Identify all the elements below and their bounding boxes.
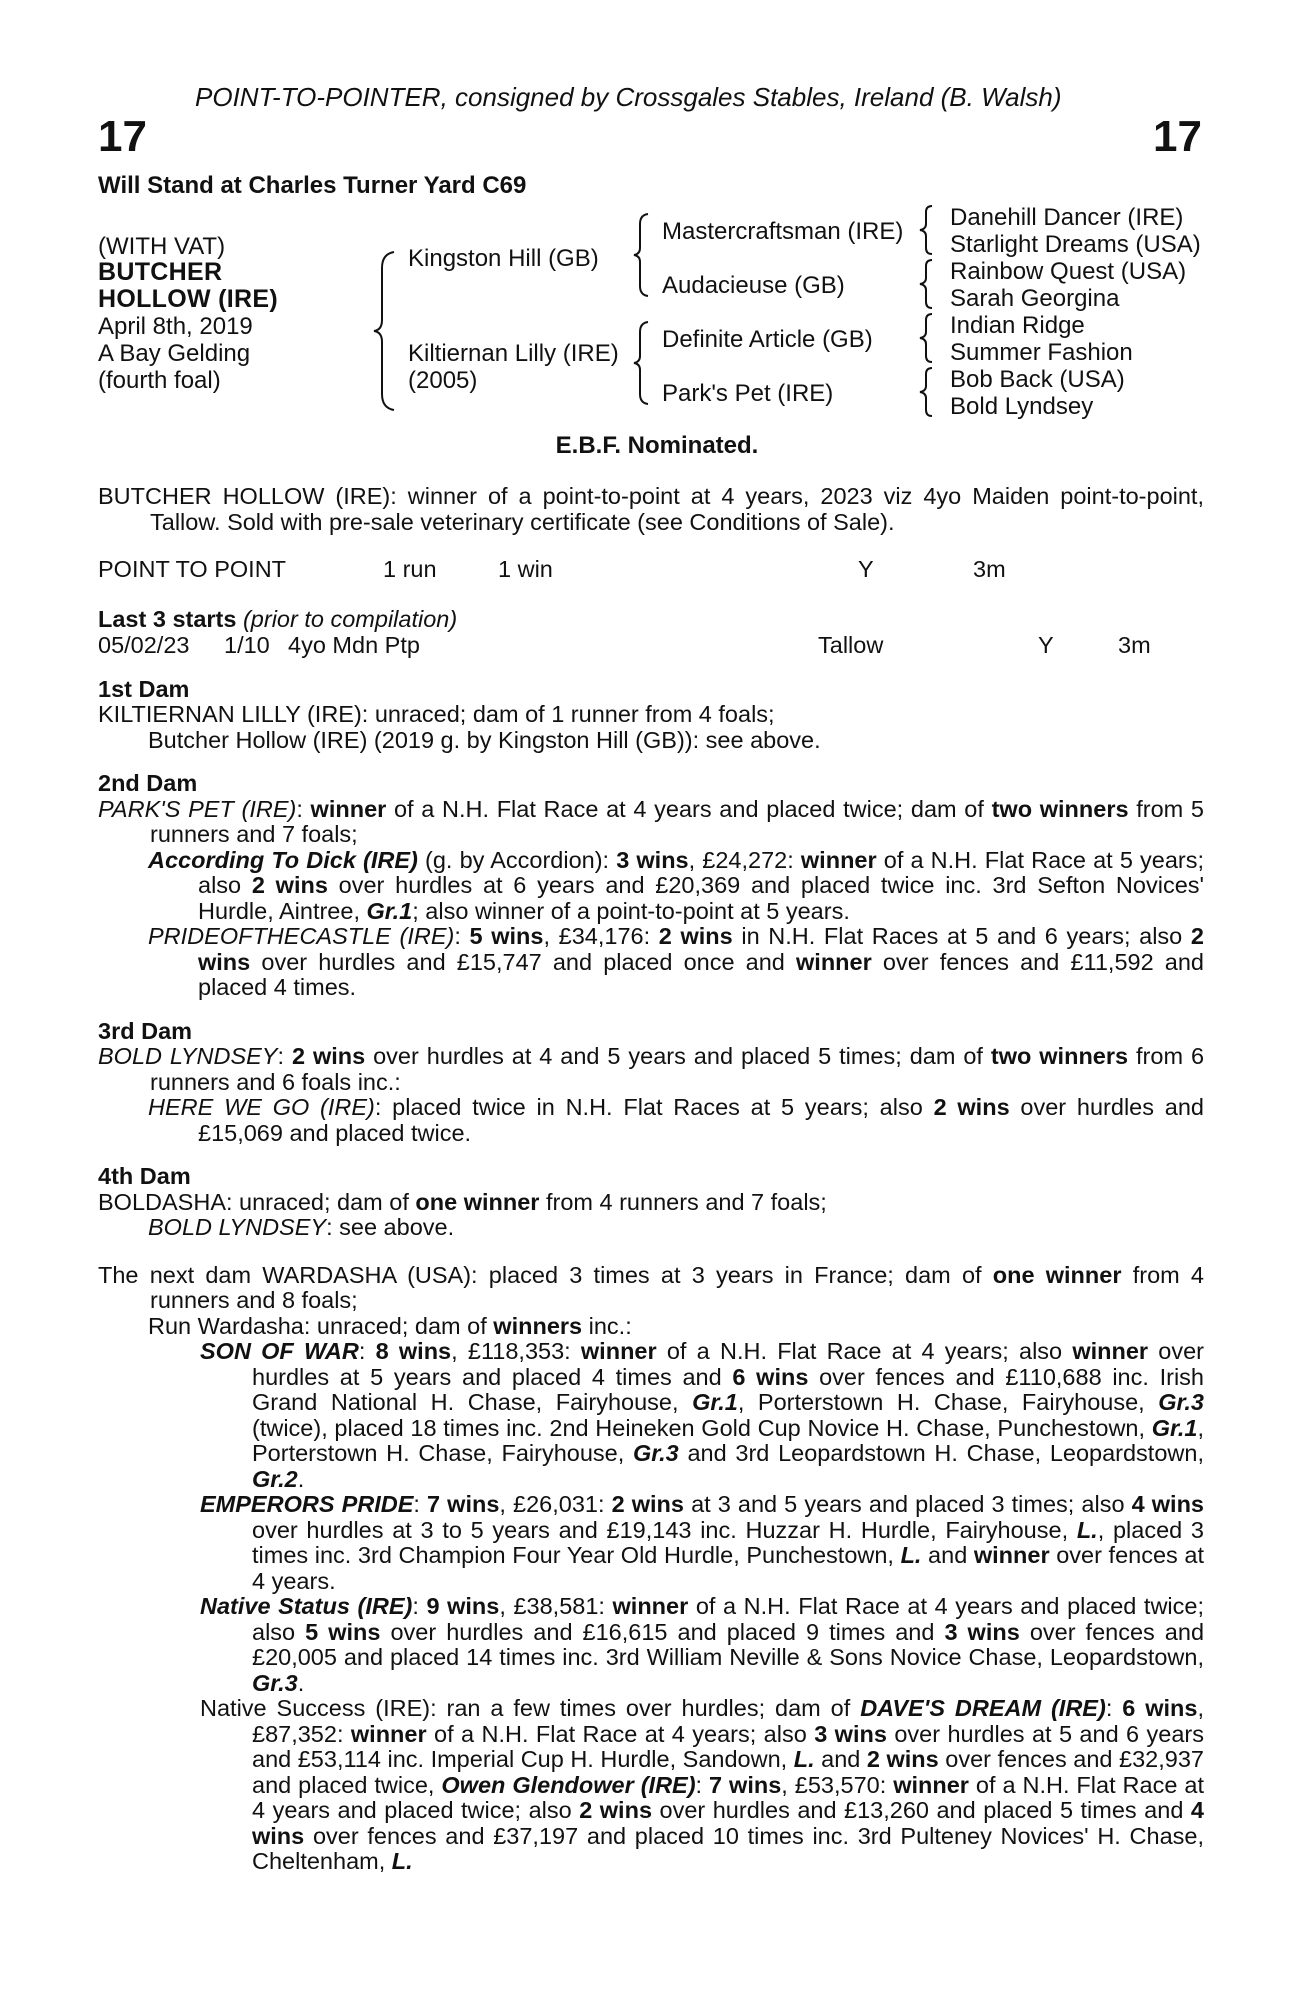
summary-paragraph: BUTCHER HOLLOW (IRE): winner of a point-to-point at 4 years, 2023 viz 4yo Maiden point-to-point, Tallow. Sold with pre-sale veterinary certificate (see Conditions of Sale).: [98, 483, 1204, 535]
dam3-paragraph: BOLD LYNDSEY: 2 wins over hurdles at 4 and 5 years and placed 5 times; dam of two winners from 6 runners and 6 foals inc.:: [98, 1043, 1205, 1095]
pedigree-ssd: Starlight Dreams (USA): [950, 231, 1201, 258]
horse-name-line2: HOLLOW (IRE): [98, 285, 278, 313]
pedigree-dam-dam: Park's Pet (IRE): [662, 380, 834, 407]
emperors-pride-entry: EMPERORS PRIDE: 7 wins, £26,031: 2 wins at 3 and 5 years and placed 3 times; also 4 wins over hurdles at 3 to 5 years and £19,143 inc. Huzzar H. Hurdle, Fairyhouse, L., placed 3 times inc. 3rd Champion Four Year Old Hurdle, Punchestown, L. and winner over fences at 4 years.: [200, 1491, 1204, 1594]
dam3-heading: 3rd Dam: [98, 1017, 193, 1044]
dam2-produce-2: PRIDEOFTHECASTLE (IRE): 5 wins, £34,176: 2 wins in N.H. Flat Races at 5 and 6 years; also 2 wins over hurdles and £15,747 and placed once and winner over fences and £11,592 and placed 4 times.: [148, 923, 1204, 1000]
next-dam-paragraph: The next dam WARDASHA (USA): placed 3 times at 3 years in France; dam of one winner from 4 runners and 8 foals;: [98, 1261, 1204, 1313]
pedigree-brace-main: [372, 250, 402, 412]
dam4-produce: BOLD LYNDSEY: see above.: [148, 1214, 455, 1240]
pedigree-brace-ss: [918, 204, 940, 256]
stand-location: Will Stand at Charles Turner Yard C69: [98, 172, 527, 199]
pedigree-brace-sd: [918, 258, 940, 310]
dam1-produce: Butcher Hollow (IRE) (2019 g. by Kingston Hill (GB)): see above.: [148, 726, 821, 753]
pedigree-brace-dam: [632, 320, 654, 406]
lot-number-left: 17: [98, 112, 147, 161]
start-race: 4yo Mdn Ptp: [288, 631, 420, 658]
pedigree-sdd: Sarah Georgina: [950, 285, 1120, 312]
record-distance: 3m: [973, 556, 1006, 582]
date-of-birth: April 8th, 2019: [98, 313, 253, 340]
record-wins: 1 win: [498, 556, 553, 582]
pedigree-dss: Indian Ridge: [950, 312, 1085, 339]
last-starts-title: Last 3 starts: [98, 606, 237, 632]
last-starts-note: (prior to compilation): [242, 606, 458, 632]
pedigree-dsd: Summer Fashion: [950, 339, 1133, 366]
dam1-paragraph: KILTIERNAN LILLY (IRE): unraced; dam of 1 runner from 4 foals;: [98, 701, 775, 727]
pedigree-brace-dd: [918, 366, 940, 418]
start-position: 1/10: [224, 631, 270, 658]
catalogue-body: [98, 484, 1204, 1875]
vat-note: (WITH VAT): [98, 233, 226, 260]
dam1-heading: 1st Dam: [98, 675, 190, 702]
start-distance: 3m: [1118, 631, 1151, 658]
lot-number-right: 17: [1153, 112, 1202, 161]
pedigree-brace-ds: [918, 312, 940, 364]
next-dam-produce: Run Wardasha: unraced; dam of winners inc.:: [148, 1312, 632, 1339]
native-success-entry: Native Success (IRE): ran a few times over hurdles; dam of DAVE'S DREAM (IRE): 6 wins, £87,352: winner of a N.H. Flat Race at 4 years; also 3 wins over hurdles at 5 and 6 years and £53,114 inc. Imperial Cup H. Hurdle, Sandown, L. and 2 wins over fences and £32,937 and placed twice, Owen Glendower (IRE): 7 wins, £53,570: winner of a N.H. Flat Race at 4 years and placed twice; also 2 wins over hurdles and £13,260 and placed 5 times and 4 wins over fences and £37,197 and placed 10 times inc. 3rd Pulteney Novices' H. Chase, Cheltenham, L.: [200, 1695, 1205, 1874]
start-date: 05/02/23: [98, 631, 190, 658]
pedigree-ddd: Bold Lyndsey: [950, 393, 1094, 420]
dam2-heading: 2nd Dam: [98, 770, 198, 796]
pedigree-brace-sire: [632, 212, 654, 298]
consignment-header: POINT-TO-POINTER, consigned by Crossgales Stables, Ireland (B. Walsh): [195, 82, 1062, 112]
last-start-row: [98, 633, 1204, 659]
start-going: Y: [1038, 631, 1054, 658]
start-course: Tallow: [818, 631, 884, 658]
dam3-produce: HERE WE GO (IRE): placed twice in N.H. Flat Races at 5 years; also 2 wins over hurdles and £15,069 and placed twice.: [148, 1094, 1204, 1146]
pedigree-sds: Rainbow Quest (USA): [950, 258, 1187, 285]
record-type: POINT TO POINT: [98, 556, 287, 582]
pedigree-sire-sire: Mastercraftsman (IRE): [662, 218, 904, 245]
pedigree-dam-year: (2005): [408, 367, 478, 394]
dam4-paragraph: BOLDASHA: unraced; dam of one winner from 4 runners and 7 foals;: [98, 1188, 827, 1215]
ebf-nominated: E.B.F. Nominated.: [555, 432, 759, 459]
pedigree-dam: Kiltiernan Lilly (IRE): [408, 340, 619, 367]
record-going: Y: [858, 556, 874, 582]
dam2-paragraph: PARK'S PET (IRE): winner of a N.H. Flat Race at 4 years and placed twice; dam of two winners from 5 runners and 7 foals;: [98, 795, 1204, 847]
record-runs: 1 run: [383, 556, 437, 582]
pedigree-sire-dam: Audacieuse (GB): [662, 272, 845, 299]
last-starts-heading: [98, 607, 1204, 633]
native-status-entry: Native Status (IRE): 9 wins, £38,581: winner of a N.H. Flat Race at 4 years and placed twice; also 5 wins over hurdles and £16,615 and placed 9 times and 3 wins over fences and £20,005 and placed 14 times inc. 3rd William Neville & Sons Novice Chase, Leopardstown, Gr.3.: [200, 1593, 1205, 1696]
horse-name-line1: BUTCHER: [98, 258, 223, 286]
son-of-war-entry: SON OF WAR: 8 wins, £118,353: winner of a N.H. Flat Race at 4 years; also winner over hurdles at 5 years and placed 4 times and 6 wins over fences and £110,688 inc. Irish Grand National H. Chase, Fairyhouse, Gr.1, Porterstown H. Chase, Fairyhouse, Gr.3 (twice), placed 18 times inc. 2nd Heineken Gold Cup Novice H. Chase, Punchestown, Gr.1, Porterstown H. Chase, Fairyhouse, Gr.3 and 3rd Leopardstown H. Chase, Leopardstown, Gr.2.: [200, 1338, 1204, 1492]
horse-description: A Bay Gelding: [98, 340, 251, 367]
pedigree-sss: Danehill Dancer (IRE): [950, 204, 1184, 231]
dam4-heading: 4th Dam: [98, 1163, 191, 1189]
dam2-produce-1: According To Dick (IRE) (g. by Accordion): 3 wins, £24,272: winner of a N.H. Flat Race at 5 years; also 2 wins over hurdles at 6 years and £20,369 and placed twice inc. 3rd Sefton Novices' Hurdle, Aintree, Gr.1; also winner of a point-to-point at 5 years.: [148, 846, 1205, 924]
pedigree-dam-sire: Definite Article (GB): [662, 326, 873, 353]
race-record-row: [98, 557, 1204, 583]
foal-note: (fourth foal): [98, 367, 221, 394]
pedigree-dds: Bob Back (USA): [950, 366, 1125, 393]
pedigree-sire: Kingston Hill (GB): [408, 245, 599, 272]
